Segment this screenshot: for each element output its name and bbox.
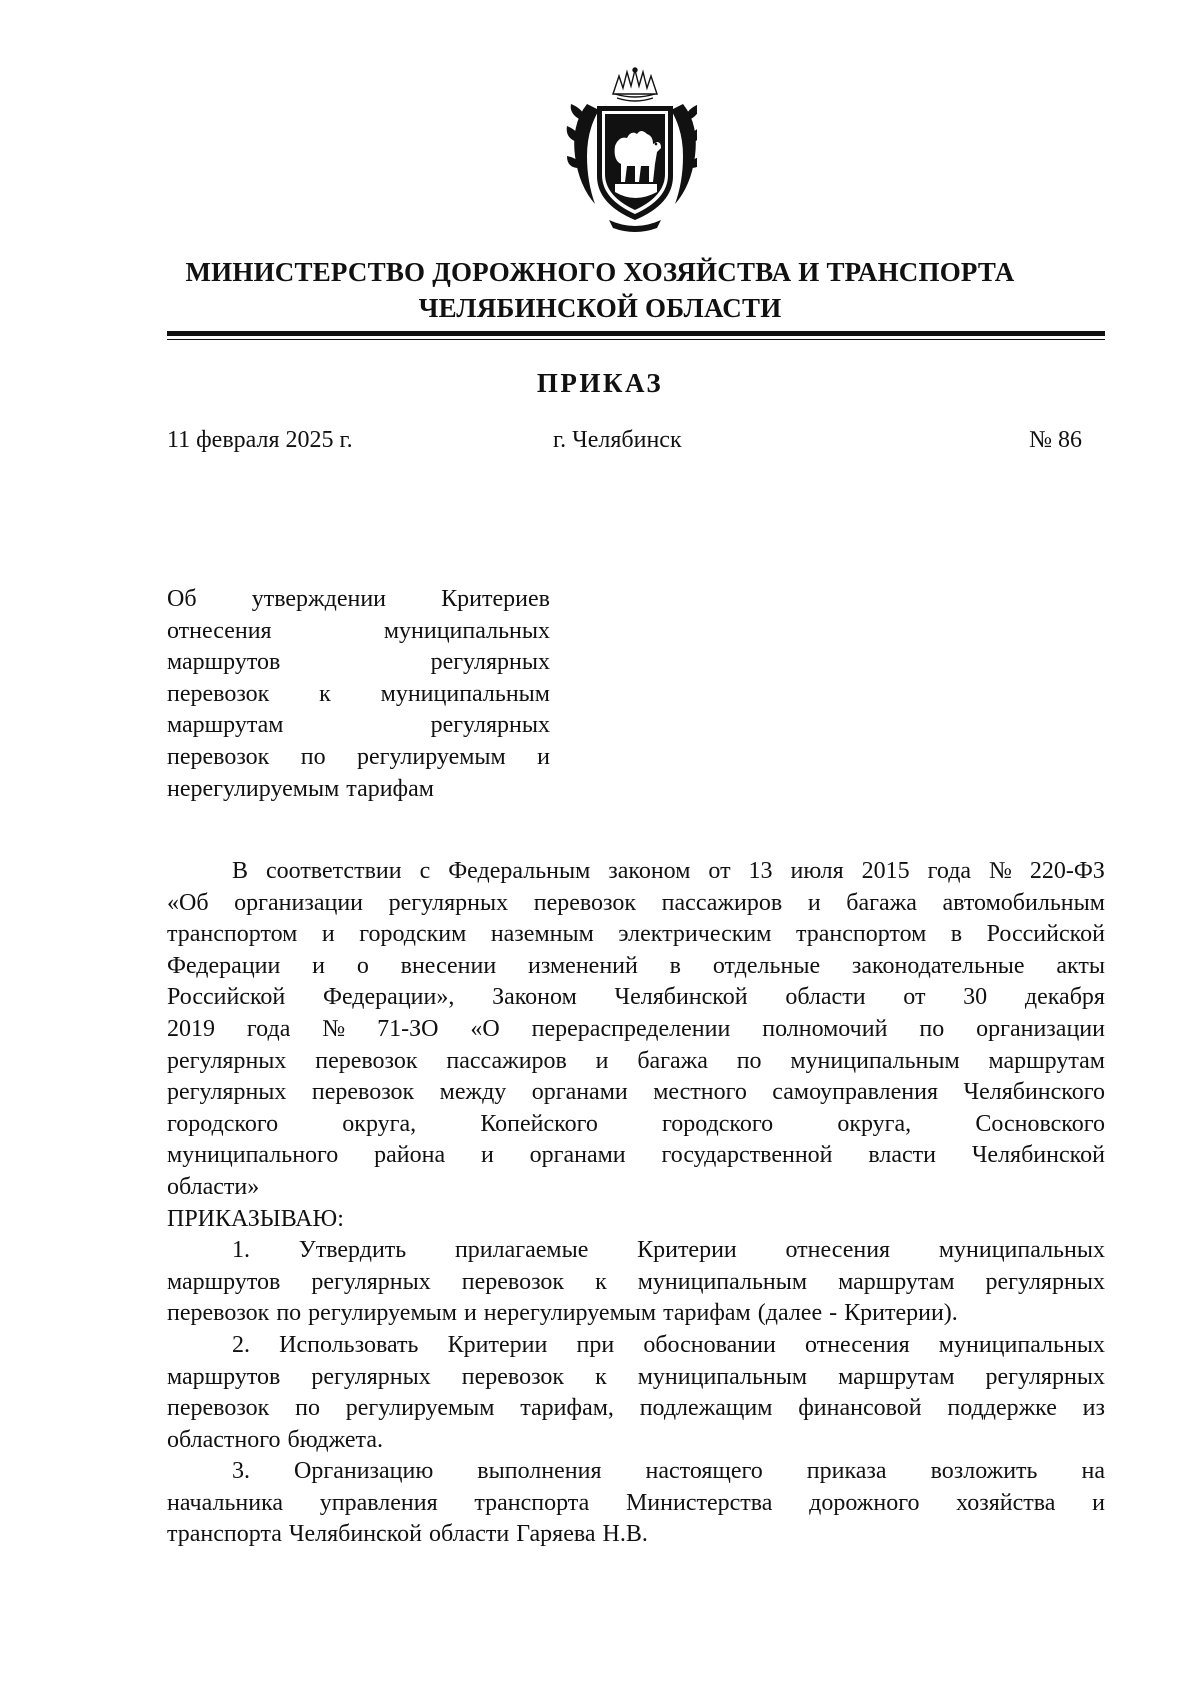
left-wreath-icon — [574, 104, 599, 204]
body-line: регулярных перевозок пассажиров и багажа по муниципальным маршрутам — [167, 1047, 1105, 1074]
body-line: области» — [167, 1173, 260, 1200]
body-line: перевозок по регулируемым тарифам, подлежащим финансовой поддержке из — [167, 1395, 1105, 1422]
header-divider-thin — [167, 339, 1105, 340]
body-line: ПРИКАЗЫВАЮ: — [167, 1205, 344, 1232]
header-divider-thick — [167, 331, 1105, 336]
subject-line: Об утверждении Критериев — [167, 586, 550, 612]
subject-line: маршрутам регулярных — [167, 712, 550, 739]
order-number: № 86 — [1029, 427, 1082, 453]
body-line: маршрутов регулярных перевозок к муниципальным маршрутам регулярных — [167, 1268, 1105, 1295]
body-line: «Об организации регулярных перевозок пассажиров и багажа автомобильным — [167, 889, 1105, 916]
body-line: транспортом и городским наземным электрическим транспортом в Российской — [167, 921, 1105, 948]
crown-icon — [613, 68, 657, 101]
right-wreath-icon — [671, 104, 696, 204]
order-city: г. Челябинск — [553, 427, 682, 453]
body-line: Российской Федерации», Законом Челябинской области от 30 декабря — [167, 984, 1105, 1011]
body-line: начальника управления транспорта Министерства дорожного хозяйства и — [167, 1489, 1105, 1516]
body-line: транспорта Челябинской области Гаряева Н.В. — [167, 1521, 648, 1548]
subject-line: перевозок к муниципальным — [167, 680, 550, 707]
subject-line: маршрутов регулярных — [167, 649, 550, 676]
body-line: перевозок по регулируемым и нерегулируемым тарифам (далее - Критерии). — [167, 1300, 958, 1327]
body-line: Федерации и о внесении изменений в отдельные законодательные акты — [167, 952, 1105, 979]
body-line: 2. Использовать Критерии при обосновании отнесения муниципальных — [232, 1331, 1105, 1358]
body-line: 3. Организацию выполнения настоящего приказа возложить на — [232, 1458, 1105, 1485]
order-title: ПРИКАЗ — [536, 368, 664, 398]
body-line: муниципального района и органами государственной власти Челябинской — [167, 1142, 1105, 1169]
body-line: регулярных перевозок между органами местного самоуправления Челябинского — [167, 1079, 1105, 1106]
subject-line: отнесения муниципальных — [167, 617, 550, 644]
order-subject — [167, 584, 550, 805]
body-line: 1. Утвердить прилагаемые Критерии отнесения муниципальных — [232, 1237, 1105, 1264]
order-body — [167, 856, 1105, 1551]
body-line: городского округа, Копейского городского округа, Сосновского — [167, 1110, 1105, 1137]
ministry-name-line1: МИНИСТЕРСТВО ДОРОЖНОГО ХОЗЯЙСТВА И ТРАНСПОРТА — [185, 257, 1015, 287]
body-line: маршрутов регулярных перевозок к муниципальным маршрутам регулярных — [167, 1363, 1105, 1390]
body-line: 2019 года № 71-ЗО «О перераспределении полномочий по организации — [167, 1015, 1105, 1042]
order-date: 11 февраля 2025 г. — [167, 427, 353, 453]
body-line: В соответствии с Федеральным законом от 13 июля 2015 года № 220-ФЗ — [232, 858, 1105, 884]
subject-line: перевозок по регулируемым и — [167, 743, 550, 770]
subject-line: нерегулируемым тарифам — [167, 775, 434, 802]
coat-of-arms-emblem — [565, 64, 697, 234]
ministry-name-line2: ЧЕЛЯБИНСКОЙ ОБЛАСТИ — [418, 293, 782, 323]
body-line: областного бюджета. — [167, 1426, 383, 1453]
